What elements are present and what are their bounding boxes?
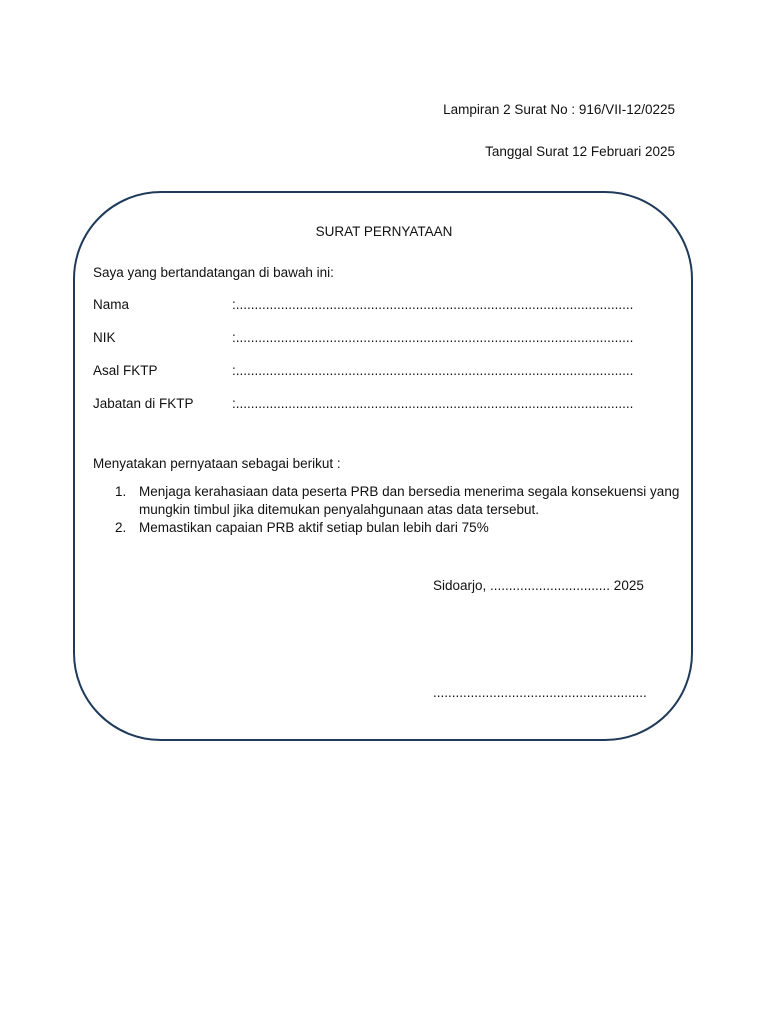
field-asal-fktp xyxy=(93,363,658,381)
form-title xyxy=(0,224,768,239)
field-label: Nama xyxy=(93,297,130,312)
field-jabatan xyxy=(93,396,658,414)
item-text: Memastikan capaian PRB aktif setiap bulan lebih dari 75% xyxy=(139,520,489,535)
item-text: Menjaga kerahasiaan data peserta PRB dan bersedia menerima segala konsekuensi yang mungkin timbul jika ditemukan penyalahgunaan atas data tersebut. xyxy=(139,484,680,517)
statement-intro: Menyatakan pernyataan sebagai berikut : xyxy=(93,456,341,471)
field-label: NIK xyxy=(93,330,116,345)
attachment-reference: Lampiran 2 Surat No : 916/VII-12/0225 xyxy=(443,102,675,117)
field-nik xyxy=(93,330,658,348)
form-title-text: SURAT PERNYATAAN xyxy=(315,224,453,239)
item-number: 2. xyxy=(115,520,127,535)
list-item xyxy=(93,519,683,537)
field-nama xyxy=(93,297,658,315)
field-label: Asal FKTP xyxy=(93,363,158,378)
field-blank: :.......................................................................................................... xyxy=(232,363,634,378)
field-blank: :.......................................................................................................... xyxy=(232,396,634,411)
statement-points xyxy=(93,483,683,537)
field-blank: :.......................................................................................................... xyxy=(232,297,634,312)
signature-line: ......................................................... xyxy=(433,685,647,700)
field-label: Jabatan di FKTP xyxy=(93,396,194,411)
list-item xyxy=(93,483,683,519)
intro-text: Saya yang bertandatangan di bawah ini: xyxy=(93,265,334,280)
field-blank: :.......................................................................................................... xyxy=(232,330,634,345)
item-number: 1. xyxy=(115,484,127,499)
letter-date: Tanggal Surat 12 Februari 2025 xyxy=(485,144,675,159)
place-date: Sidoarjo, ................................ 2025 xyxy=(433,578,644,593)
